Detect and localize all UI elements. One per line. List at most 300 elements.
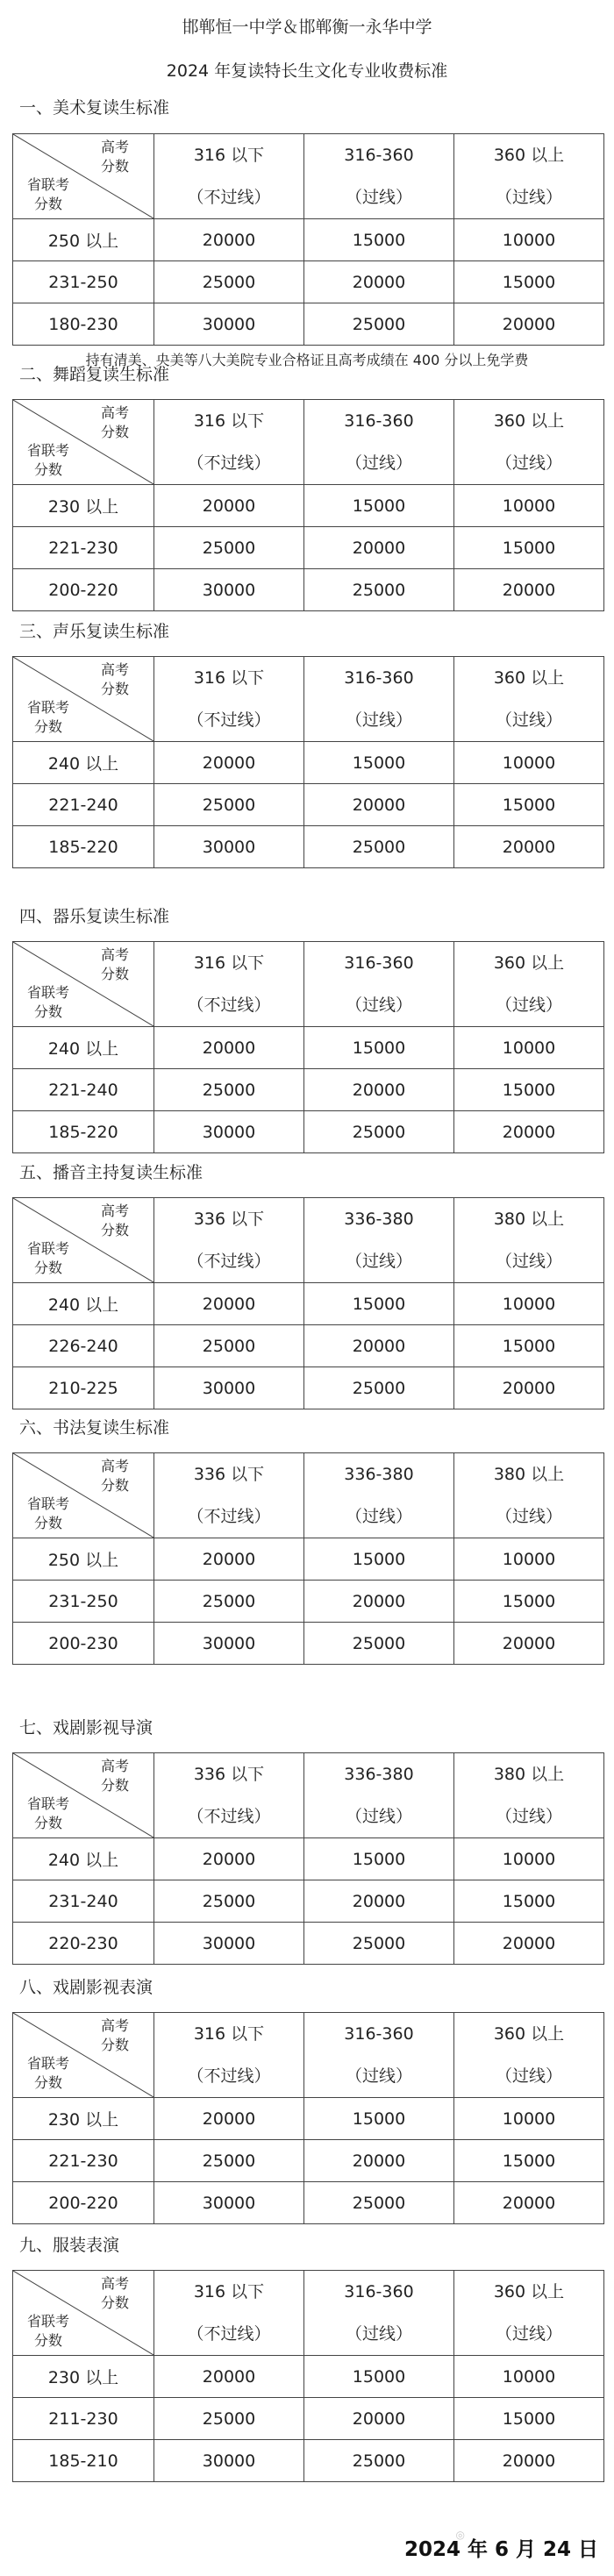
fee-cell: 15000 [454,1581,604,1623]
corner-label-text: 省联考 [27,1795,70,1812]
column-header-line: 316-360 [344,2024,414,2044]
fee-cell: 15000 [454,261,604,303]
fee-cell: 25000 [154,2140,304,2182]
table-row [13,742,604,784]
fee-cell: 25000 [304,1111,454,1153]
column-header-line: （过线） [495,2324,562,2344]
corner-label-text: 高考 [100,2275,129,2292]
fee-table [12,2012,604,2224]
table-row [13,2182,604,2224]
corner-label-text: 省联考 [27,1495,70,1512]
fee-cell: 25000 [154,527,304,569]
table-header-row [13,1198,604,1283]
column-header-line: （过线） [495,995,562,1015]
column-header [304,1453,454,1538]
fee-cell: 25000 [304,1367,454,1409]
corner-label-text: 分数 [100,1777,129,1794]
fee-cell: 25000 [154,261,304,303]
fee-cell: 15000 [304,1538,454,1581]
corner-label-text: 省联考 [27,984,70,1001]
header-corner-cell [13,400,154,485]
column-header [454,657,604,742]
table-header-row [13,134,604,219]
corner-label-text: 高考 [100,1458,129,1474]
row-score-range: 211-230 [13,2398,154,2440]
column-header-line: （过线） [345,1507,412,1526]
corner-label-text: 分数 [100,2294,129,2311]
fee-cell: 20000 [304,1069,454,1111]
fee-cell: 20000 [304,2140,454,2182]
fee-cell: 20000 [304,1581,454,1623]
fee-cell: 10000 [454,1283,604,1325]
column-header-line: （过线） [345,188,412,207]
column-header [454,400,604,485]
fee-cell: 15000 [454,527,604,569]
table-row [13,1880,604,1923]
fee-cell: 15000 [304,485,454,527]
fee-cell: 30000 [154,1367,304,1409]
fee-table [12,133,604,346]
header-corner-cell [13,657,154,742]
fee-cell: 20000 [154,1838,304,1880]
fee-cell: 25000 [154,1581,304,1623]
table-header-row [13,942,604,1027]
corner-label-gaokao [101,945,129,984]
fee-cell: 20000 [154,2356,304,2398]
column-header-line: 316-360 [344,146,414,165]
row-score-range: 230 以上 [13,2098,154,2140]
column-header-line: 316 以下 [193,146,265,165]
column-header-line: （过线） [495,1807,562,1826]
header-corner-cell [13,1198,154,1283]
section-heading: 五、播音主持复读生标准 [19,1163,203,1182]
table-row [13,1923,604,1965]
column-header [304,2271,454,2356]
header-corner-cell [13,1453,154,1538]
column-header [304,2013,454,2098]
corner-label-gaokao [101,1202,129,1240]
corner-label-lianKao [27,175,69,214]
fee-cell: 10000 [454,742,604,784]
table-row [13,569,604,611]
corner-label-lianKao [27,1495,69,1533]
column-header [454,1198,604,1283]
corner-label-text: 高考 [100,946,129,963]
corner-label-lianKao [27,2054,69,2093]
row-score-range: 185-210 [13,2440,154,2482]
fee-table [12,1452,604,1665]
fee-cell: 15000 [454,1069,604,1111]
fee-cell: 10000 [454,1538,604,1581]
corner-label-text: 分数 [34,1003,63,1020]
corner-label-text: 省联考 [27,442,70,459]
column-header [304,134,454,219]
fee-cell: 25000 [304,569,454,611]
fee-cell: 25000 [304,826,454,868]
fee-cell: 30000 [154,2182,304,2224]
section-heading: 九、服装表演 [19,2236,120,2255]
fee-cell: 15000 [454,1325,604,1367]
fee-cell: 30000 [154,826,304,868]
header-corner-cell [13,2271,154,2356]
column-header-line: （不过线） [187,1507,271,1526]
fee-cell: 20000 [154,2098,304,2140]
column-header-line: （过线） [345,2324,412,2344]
column-header-line: 336 以下 [193,1210,265,1229]
column-header [454,1753,604,1838]
row-score-range: 240 以上 [13,1283,154,1325]
corner-label-gaokao [101,403,129,442]
section-heading: 四、器乐复读生标准 [19,907,170,926]
fee-cell: 20000 [154,742,304,784]
column-header-line: （过线） [345,710,412,730]
column-header [304,657,454,742]
column-header-line: 316 以下 [193,2282,265,2301]
corner-label-text: 分数 [34,718,63,735]
table-row [13,1111,604,1153]
column-header [154,400,304,485]
fee-cell: 25000 [154,1069,304,1111]
corner-label-gaokao [101,2016,129,2055]
column-header-line: 360 以上 [493,2282,565,2301]
column-header-line: （过线） [345,453,412,473]
fee-cell: 20000 [154,1027,304,1069]
corner-label-text: 高考 [100,139,129,155]
fee-cell: 20000 [454,1111,604,1153]
fee-cell: 10000 [454,1838,604,1880]
fee-cell: 10000 [454,2098,604,2140]
section-heading: 三、声乐复读生标准 [19,622,170,641]
table-row [13,2356,604,2398]
column-header [454,2271,604,2356]
fee-cell: 20000 [454,2182,604,2224]
fee-cell: 20000 [154,219,304,261]
fee-cell: 30000 [154,2440,304,2482]
column-header-line: （过线） [495,710,562,730]
column-header-line: （过线） [345,995,412,1015]
column-header-line: （不过线） [187,2324,271,2344]
row-score-range: 221-230 [13,2140,154,2182]
corner-label-text: 分数 [100,1477,129,1494]
column-header [304,942,454,1027]
table-row [13,1283,604,1325]
corner-label-text: 高考 [100,661,129,678]
fee-cell: 15000 [454,2140,604,2182]
table-header-row [13,657,604,742]
column-header-line: （不过线） [187,995,271,1015]
fee-cell: 20000 [304,1325,454,1367]
fee-cell: 20000 [454,1367,604,1409]
fee-cell: 15000 [454,1880,604,1923]
table-row [13,1027,604,1069]
row-score-range: 221-240 [13,1069,154,1111]
row-score-range: 185-220 [13,1111,154,1153]
column-header-line: 360 以上 [493,953,565,973]
fee-cell: 10000 [454,485,604,527]
fee-cell: 20000 [454,2440,604,2482]
column-header [154,2013,304,2098]
table-header-row [13,2271,604,2356]
column-header-line: 316-360 [344,411,414,431]
fee-cell: 20000 [304,784,454,826]
row-score-range: 180-230 [13,303,154,346]
fee-cell: 15000 [304,2098,454,2140]
column-header-line: 360 以上 [493,668,565,688]
section-heading: 七、戏剧影视导演 [19,1718,154,1738]
column-header-line: 316 以下 [193,411,265,431]
column-header-line: （过线） [345,1252,412,1271]
column-header-line: （不过线） [187,188,271,207]
row-score-range: 200-230 [13,1623,154,1665]
table-row [13,1367,604,1409]
column-header-line: 316-360 [344,668,414,688]
row-score-range: 231-240 [13,1880,154,1923]
corner-label-lianKao [27,2312,69,2351]
fee-cell: 25000 [154,784,304,826]
fee-cell: 20000 [154,485,304,527]
column-header-line: （不过线） [187,2066,271,2086]
fee-cell: 30000 [154,303,304,346]
fee-cell: 25000 [304,1923,454,1965]
header-corner-cell [13,2013,154,2098]
fee-cell: 20000 [304,261,454,303]
column-header [154,1753,304,1838]
column-header-line: （不过线） [187,710,271,730]
column-header-line: （过线） [345,2066,412,2086]
corner-label-gaokao [101,138,129,176]
column-header-line: 360 以上 [493,2024,565,2044]
fee-cell: 20000 [154,1283,304,1325]
column-header-line: 316-360 [344,2282,414,2301]
table-row [13,1538,604,1581]
table-header-row [13,400,604,485]
column-header-line: 316 以下 [193,953,265,973]
row-score-range: 220-230 [13,1923,154,1965]
column-header-line: （不过线） [187,453,271,473]
corner-label-text: 省联考 [27,2313,70,2330]
row-score-range: 226-240 [13,1325,154,1367]
column-header [304,1753,454,1838]
fee-table [12,2270,604,2482]
fee-cell: 20000 [304,527,454,569]
table-row [13,1838,604,1880]
column-header [454,1453,604,1538]
fee-cell: 20000 [454,1623,604,1665]
corner-label-gaokao [101,1457,129,1495]
column-header [154,1198,304,1283]
page-title-line2: 2024 年复读特长生文化专业收费标准 [166,61,448,81]
fee-table [12,656,604,868]
header-corner-cell [13,134,154,219]
fee-cell: 25000 [304,2440,454,2482]
column-header-line: （过线） [495,1252,562,1271]
table-row [13,303,604,346]
section-heading: 二、舞蹈复读生标准 [19,365,170,384]
fee-table [12,1197,604,1409]
table-row [13,826,604,868]
corner-label-text: 分数 [100,681,129,697]
column-header [154,134,304,219]
fee-cell: 20000 [454,826,604,868]
row-score-range: 230 以上 [13,485,154,527]
corner-label-lianKao [27,1239,69,1278]
corner-label-text: 分数 [100,2037,129,2053]
corner-label-text: 分数 [100,158,129,175]
table-row [13,1325,604,1367]
column-header [154,657,304,742]
footer-date: 2024 年 6 月 24 日 [403,2538,598,2561]
fee-cell: 15000 [304,2356,454,2398]
fee-cell: 15000 [304,1838,454,1880]
fee-cell: 15000 [454,2398,604,2440]
corner-label-gaokao [101,660,129,699]
fee-cell: 10000 [454,219,604,261]
corner-label-text: 分数 [100,966,129,982]
row-score-range: 210-225 [13,1367,154,1409]
fee-cell: 20000 [454,303,604,346]
column-header-line: （不过线） [187,1807,271,1826]
corner-label-gaokao [101,1757,129,1795]
fee-cell: 25000 [304,1623,454,1665]
column-header-line: 336-380 [344,1765,414,1784]
fee-cell: 15000 [304,742,454,784]
fee-cell: 25000 [154,2398,304,2440]
row-score-range: 185-220 [13,826,154,868]
fee-cell: 20000 [454,569,604,611]
column-header-line: （过线） [495,2066,562,2086]
fee-cell: 25000 [304,2182,454,2224]
fee-cell: 20000 [454,1923,604,1965]
column-header [304,1198,454,1283]
corner-label-text: 省联考 [27,699,70,716]
corner-label-gaokao [101,2274,129,2313]
table-header-row [13,2013,604,2098]
fee-cell: 20000 [304,1880,454,1923]
column-header [154,1453,304,1538]
fee-cell: 10000 [454,2356,604,2398]
section-heading: 六、书法复读生标准 [19,1418,170,1438]
corner-label-text: 分数 [100,424,129,440]
fee-cell: 30000 [154,1111,304,1153]
section-note: 持有清美、央美等八大美院专业合格证且高考成绩在 400 分以上免学费 [85,352,529,368]
corner-label-text: 省联考 [27,1240,70,1257]
fee-table [12,1752,604,1965]
corner-label-text: 分数 [34,1515,63,1531]
fee-cell: 30000 [154,1623,304,1665]
table-row [13,527,604,569]
corner-label-text: 高考 [100,2017,129,2034]
fee-cell: 30000 [154,1923,304,1965]
corner-label-lianKao [27,983,69,1022]
fee-cell: 25000 [304,303,454,346]
column-header-line: 336-380 [344,1210,414,1229]
table-row [13,2398,604,2440]
corner-label-text: 省联考 [27,176,70,193]
fee-cell: 15000 [304,1283,454,1325]
row-score-range: 200-220 [13,569,154,611]
corner-label-text: 高考 [100,1202,129,1219]
column-header-line: 316 以下 [193,668,265,688]
row-score-range: 221-230 [13,527,154,569]
column-header-line: （过线） [495,453,562,473]
fee-cell: 25000 [154,1880,304,1923]
table-row [13,2140,604,2182]
table-row [13,784,604,826]
row-score-range: 250 以上 [13,219,154,261]
header-corner-cell [13,942,154,1027]
row-score-range: 231-250 [13,1581,154,1623]
corner-label-text: 分数 [100,1222,129,1238]
corner-label-text: 分数 [34,1815,63,1831]
corner-label-text: 分数 [34,2332,63,2349]
column-header-line: 316-360 [344,953,414,973]
fee-cell: 20000 [154,1538,304,1581]
fee-cell: 15000 [304,1027,454,1069]
column-header-line: 336-380 [344,1465,414,1484]
column-header-line: 336 以下 [193,1465,265,1484]
fee-table [12,399,604,611]
column-header-line: 360 以上 [493,411,565,431]
watermark: ◎ [455,2529,465,2541]
table-row [13,2098,604,2140]
corner-label-lianKao [27,698,69,737]
fee-cell: 20000 [304,2398,454,2440]
page-title-line1: 邯郸恒一中学＆邯郸衡一永华中学 [182,18,432,37]
section-heading: 八、戏剧影视表演 [19,1978,154,1997]
table-row [13,1581,604,1623]
row-score-range: 240 以上 [13,742,154,784]
row-score-range: 230 以上 [13,2356,154,2398]
row-score-range: 200-220 [13,2182,154,2224]
corner-label-text: 分数 [34,2074,63,2091]
row-score-range: 231-250 [13,261,154,303]
corner-label-text: 分数 [34,1259,63,1276]
column-header [154,2271,304,2356]
column-header [454,2013,604,2098]
column-header [454,134,604,219]
table-row [13,261,604,303]
row-score-range: 240 以上 [13,1838,154,1880]
table-row [13,219,604,261]
column-header-line: （不过线） [187,1252,271,1271]
column-header-line: 380 以上 [493,1765,565,1784]
table-row [13,2440,604,2482]
header-corner-cell [13,1753,154,1838]
section-heading: 一、美术复读生标准 [19,98,170,118]
column-header-line: （过线） [345,1807,412,1826]
column-header [154,942,304,1027]
corner-label-text: 高考 [100,404,129,421]
fee-table [12,941,604,1153]
corner-label-lianKao [27,1795,69,1833]
fee-cell: 25000 [154,1325,304,1367]
corner-label-text: 分数 [34,196,63,212]
column-header-line: （过线） [495,188,562,207]
corner-label-text: 省联考 [27,2055,70,2072]
corner-label-text: 高考 [100,1758,129,1774]
column-header [304,400,454,485]
table-header-row [13,1453,604,1538]
column-header-line: 360 以上 [493,146,565,165]
column-header [454,942,604,1027]
corner-label-lianKao [27,441,69,480]
fee-cell: 30000 [154,569,304,611]
table-row [13,1623,604,1665]
table-header-row [13,1753,604,1838]
fee-cell: 15000 [454,784,604,826]
column-header-line: 316 以下 [193,2024,265,2044]
corner-label-text: 分数 [34,461,63,478]
